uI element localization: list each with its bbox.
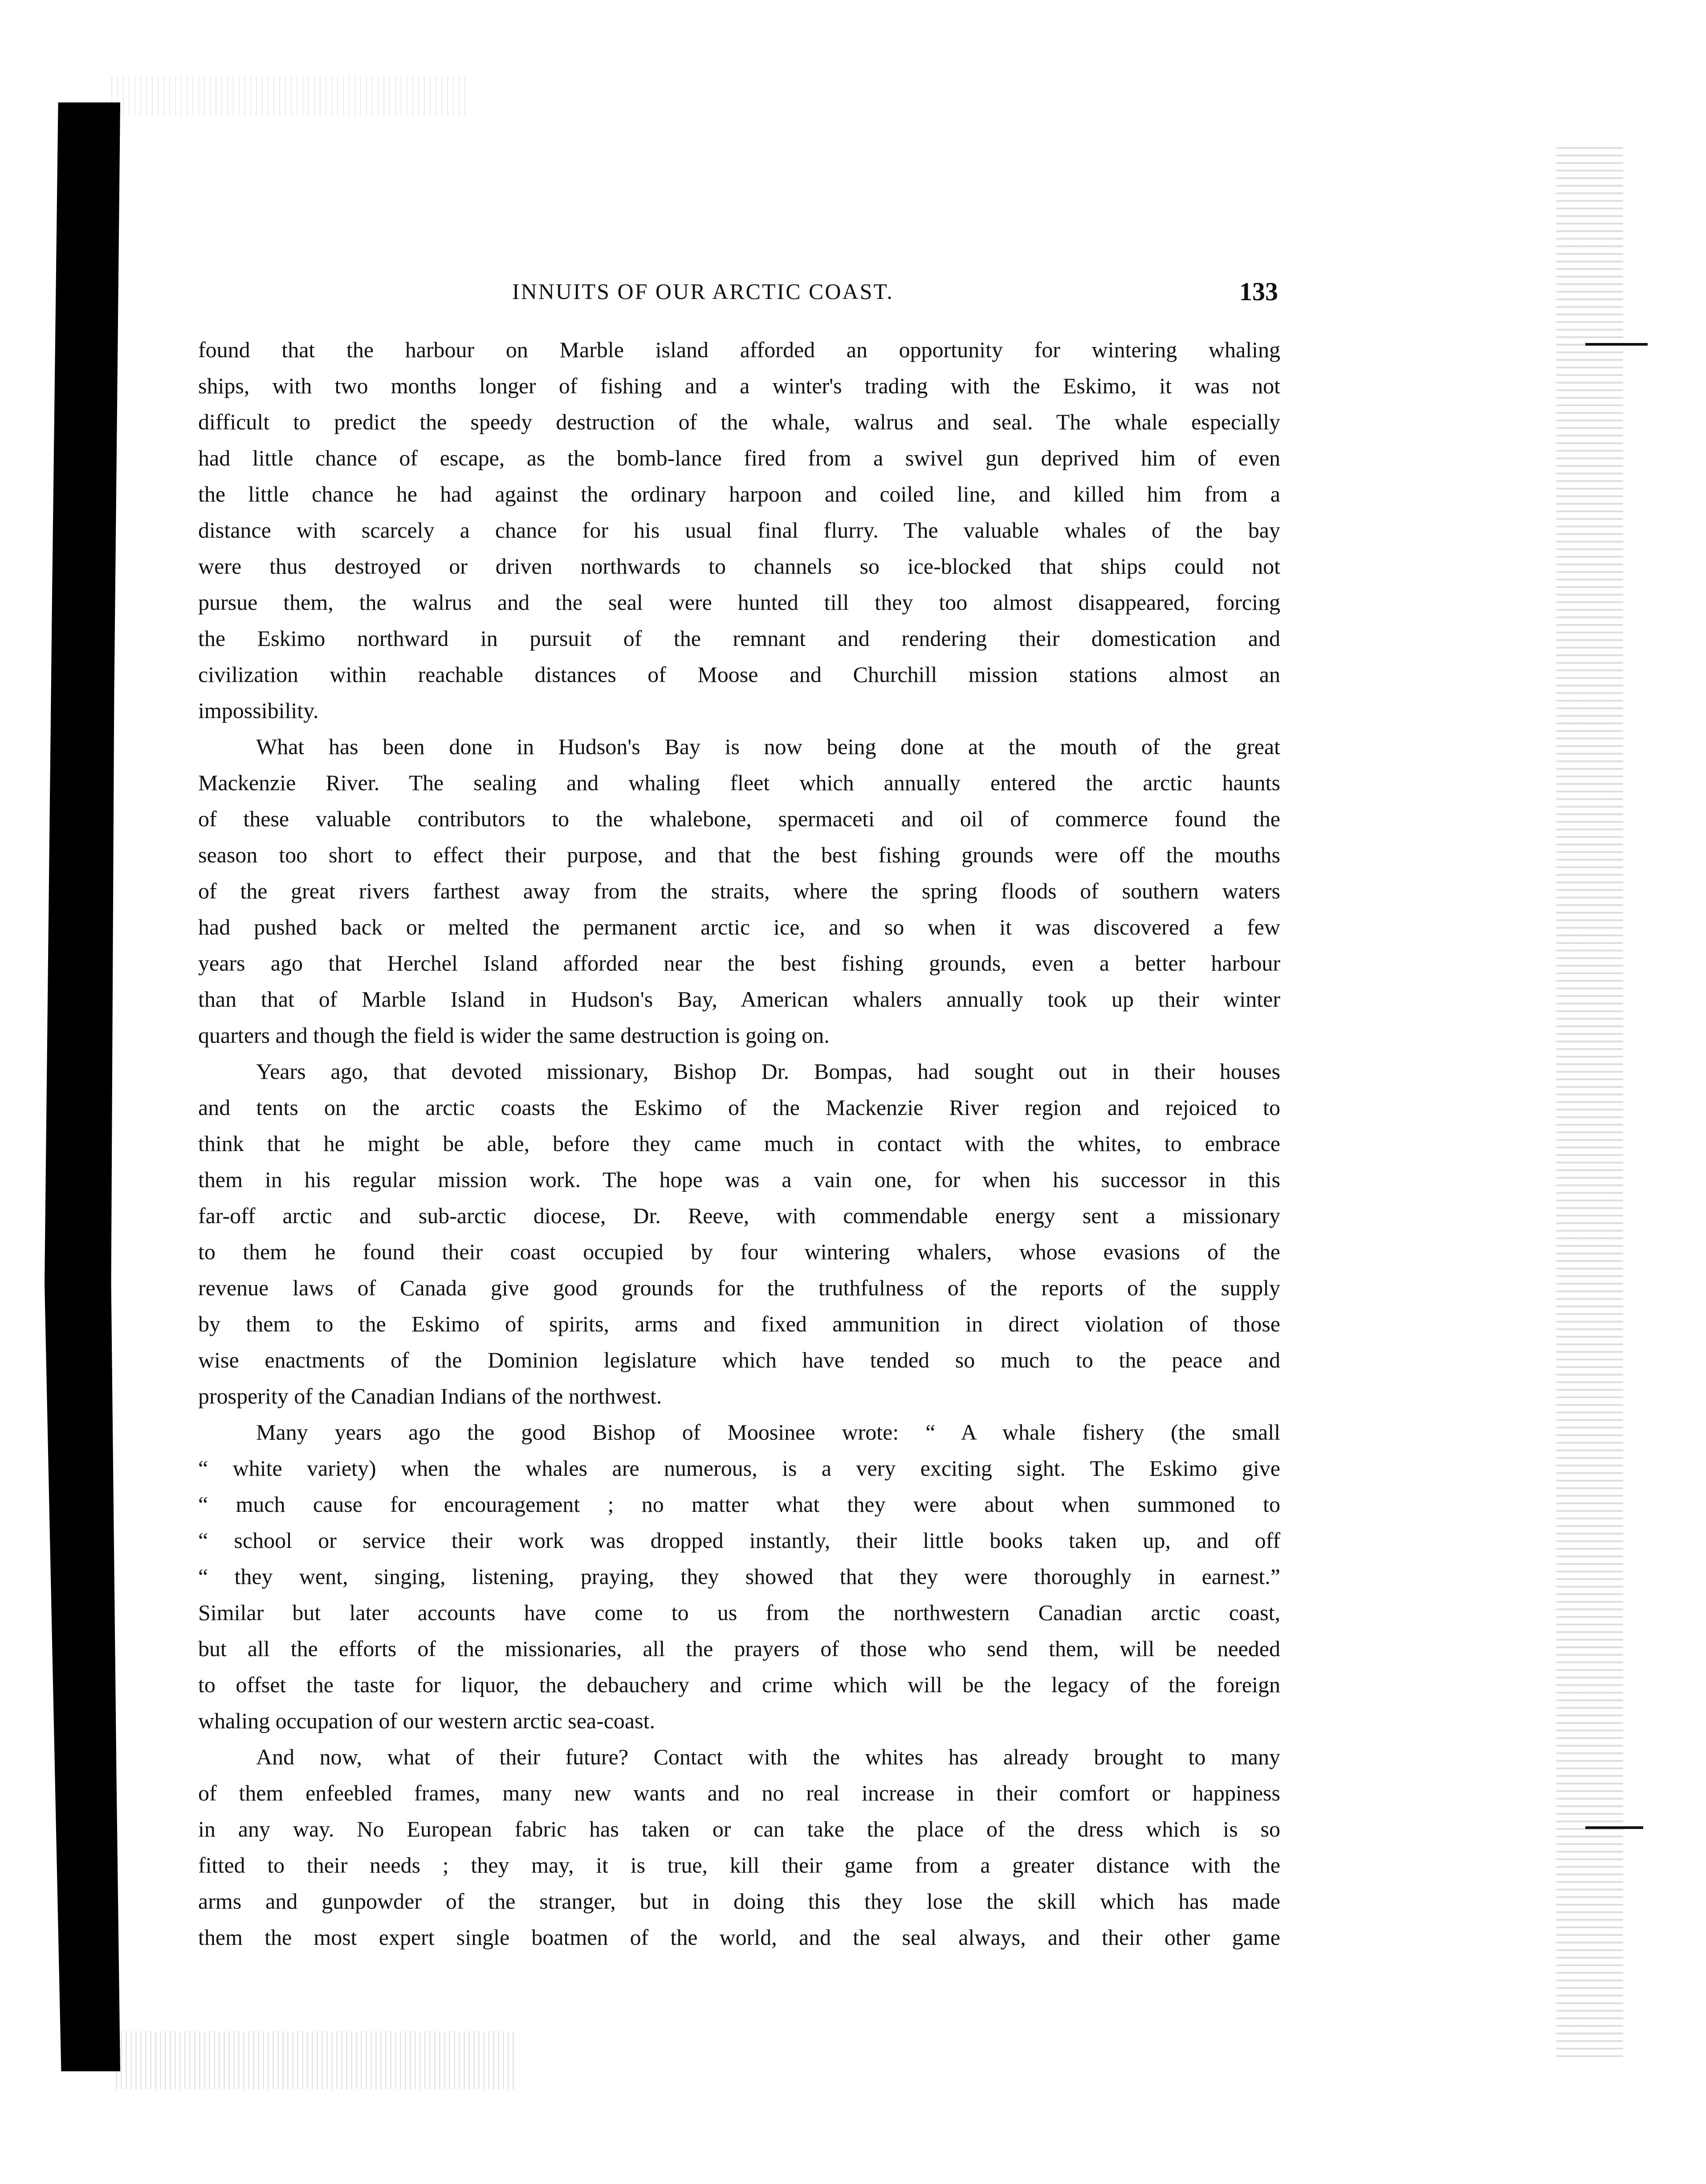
margin-mark — [1585, 343, 1648, 346]
text-line: Mackenzie River. The sealing and whaling fleet which annually entered the arctic haunts — [198, 770, 1280, 795]
text-line: them the most expert single boatmen of the world, and the seal always, and their other game — [198, 1925, 1280, 1950]
text-line: “ much cause for encouragement ; no matter what they were about when summoned to — [198, 1492, 1280, 1517]
text-line: quarters and though the field is wider the same destruction is going on. — [198, 1023, 830, 1048]
text-line: civilization within reachable distances of Moose and Churchill mission stations almost an — [198, 662, 1280, 687]
text-line: and tents on the arctic coasts the Eskimo of the Mackenzie River region and rejoiced to — [198, 1095, 1280, 1120]
text-line: Similar but later accounts have come to us from the northwestern Canadian arctic coast, — [198, 1600, 1280, 1625]
scan-noise-top — [111, 76, 468, 116]
text-line: And now, what of their future? Contact with the whites has already brought to many — [256, 1744, 1280, 1769]
text-line: difficult to predict the speedy destruction of the whale, walrus and seal. The whale especially — [198, 409, 1280, 434]
text-line: distance with scarcely a chance for his usual final flurry. The valuable whales of the bay — [198, 518, 1280, 543]
text-line: far-off arctic and sub-arctic diocese, Dr. Reeve, with commendable energy sent a missionary — [198, 1203, 1280, 1228]
text-line: years ago that Herchel Island afforded near the best fishing grounds, even a better harbour — [198, 951, 1280, 976]
text-line: the Eskimo northward in pursuit of the remnant and rendering their domestication and — [198, 626, 1280, 651]
text-line: arms and gunpowder of the stranger, but in doing this they lose the skill which has made — [198, 1889, 1280, 1914]
text-line: in any way. No European fabric has taken or can take the place of the dress which is so — [198, 1817, 1280, 1841]
text-line: pursue them, the walrus and the seal were hunted till they too almost disappeared, forcing — [198, 590, 1280, 615]
text-line: than that of Marble Island in Hudson's Bay, American whalers annually took up their winter — [198, 987, 1280, 1012]
text-line: Many years ago the good Bishop of Moosinee wrote: “ A whale fishery (the small — [256, 1420, 1280, 1445]
text-line: ships, with two months longer of fishing and a winter's trading with the Eskimo, it was not — [198, 373, 1280, 398]
text-line: “ school or service their work was dropped instantly, their little books taken up, and off — [198, 1528, 1280, 1553]
running-head: INNUITS OF OUR ARCTIC COAST. — [512, 279, 894, 304]
text-line: revenue laws of Canada give good grounds for the truthfulness of the reports of the supply — [198, 1275, 1280, 1300]
margin-mark — [1585, 1826, 1643, 1829]
scan-noise-bottom — [116, 2031, 517, 2089]
text-line: prosperity of the Canadian Indians of the northwest. — [198, 1384, 662, 1408]
text-line: What has been done in Hudson's Bay is now being done at the mouth of the great — [256, 734, 1280, 759]
body-text — [198, 332, 1280, 1955]
text-line: think that he might be able, before they came much in contact with the whites, to embrace — [198, 1131, 1280, 1156]
text-line: season too short to effect their purpose, and that the best fishing grounds were off the mouths — [198, 842, 1280, 867]
text-line: of them enfeebled frames, many new wants and no real increase in their comfort or happiness — [198, 1780, 1280, 1805]
text-line: wise enactments of the Dominion legislature which have tended so much to the peace and — [198, 1347, 1280, 1372]
text-line: but all the efforts of the missionaries, all the prayers of those who send them, will be needed — [198, 1636, 1280, 1661]
text-line: whaling occupation of our western arctic sea-coast. — [198, 1708, 655, 1733]
page-number: 133 — [1239, 277, 1278, 306]
text-line: the little chance he had against the ordinary harpoon and coiled line, and killed him from a — [198, 482, 1280, 506]
text-line: were thus destroyed or driven northwards to channels so ice-blocked that ships could not — [198, 554, 1280, 579]
binding-shadow — [45, 102, 120, 2071]
page-header — [512, 278, 1278, 314]
text-line: found that the harbour on Marble island afforded an opportunity for wintering whaling — [198, 337, 1280, 362]
text-line: impossibility. — [198, 698, 319, 723]
scan-noise-right — [1556, 147, 1623, 2062]
text-line: by them to the Eskimo of spirits, arms and fixed ammunition in direct violation of those — [198, 1311, 1280, 1336]
text-line: to them he found their coast occupied by four wintering whalers, whose evasions of the — [198, 1239, 1280, 1264]
text-line: fitted to their needs ; they may, it is true, kill their game from a greater distance with the — [198, 1853, 1280, 1878]
text-line: “ white variety) when the whales are numerous, is a very exciting sight. The Eskimo give — [198, 1456, 1280, 1481]
text-line: had little chance of escape, as the bomb-lance fired from a swivel gun deprived him of even — [198, 445, 1280, 470]
text-line: Years ago, that devoted missionary, Bishop Dr. Bompas, had sought out in their houses — [256, 1059, 1280, 1084]
text-line: them in his regular mission work. The hope was a vain one, for when his successor in this — [198, 1167, 1280, 1192]
text-line: had pushed back or melted the permanent arctic ice, and so when it was discovered a few — [198, 914, 1280, 939]
text-line: “ they went, singing, listening, praying, they showed that they were thoroughly in earnest.” — [198, 1564, 1280, 1589]
text-line: to offset the taste for liquor, the debauchery and crime which will be the legacy of the foreign — [198, 1672, 1280, 1697]
text-line: of these valuable contributors to the whalebone, spermaceti and oil of commerce found the — [198, 806, 1280, 831]
text-line: of the great rivers farthest away from the straits, where the spring floods of southern waters — [198, 878, 1280, 903]
